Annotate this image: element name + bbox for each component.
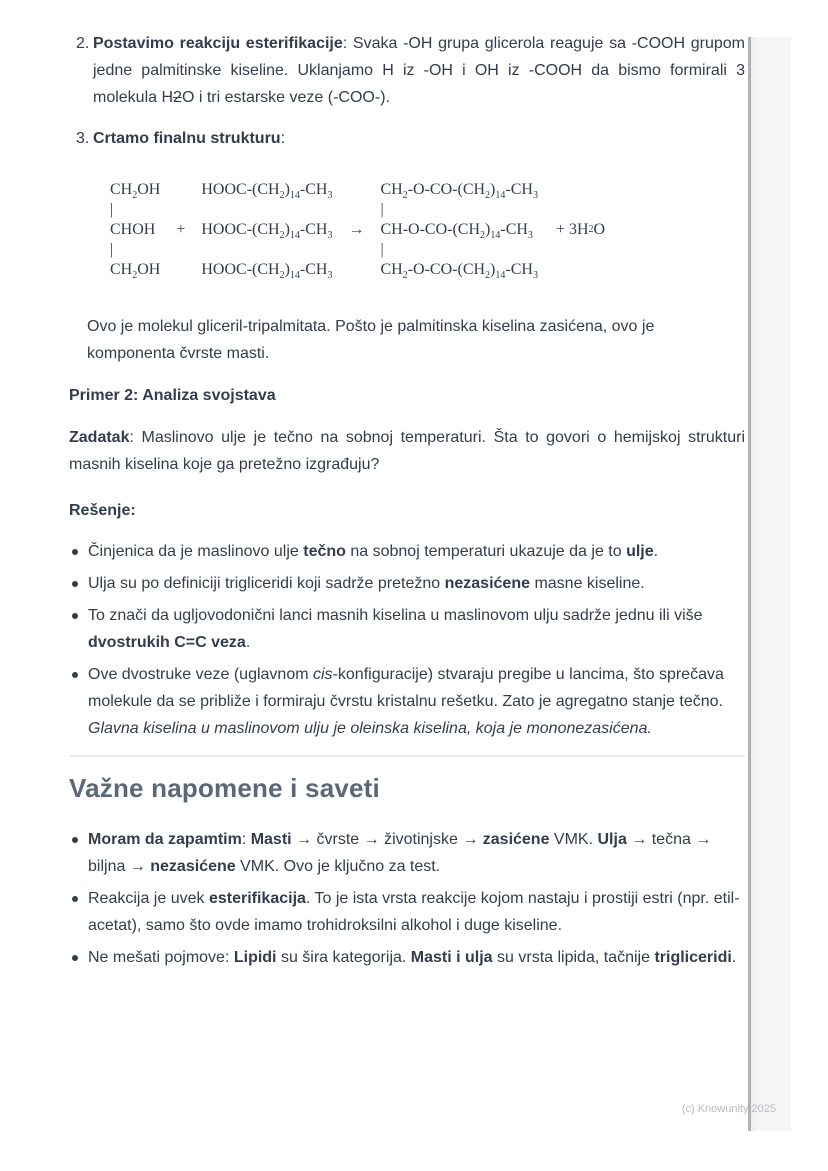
item-number: 3.	[76, 130, 90, 147]
reaction-arrow: →	[348, 221, 365, 238]
section-divider	[69, 755, 745, 757]
bullet-icon	[72, 837, 78, 843]
formula-line: CHOH	[110, 221, 156, 238]
list-item	[69, 661, 745, 742]
resenje-label: Rešenje:	[69, 502, 136, 519]
bullet-text: Moram da zapamtim: Masti → čvrste → životinjske → zasićene VMK. Ulja → tečna → biljna → nezasićene VMK. Ovo je ključno za test.	[88, 831, 712, 875]
bullet-text: Činjenica da je maslinovo ulje tečno na sobnoj temperaturi ukazuje da je to ulje.	[88, 543, 659, 560]
bullet-icon	[72, 955, 78, 961]
formula-line: |	[380, 201, 384, 218]
bullet-text: Ulja su po definiciji trigliceridi koji sadrže pretežno nezasićene masne kiseline.	[88, 575, 645, 592]
plus-operator: +	[176, 221, 186, 238]
solution-bullet-list	[69, 538, 745, 742]
conclusion-paragraph: Ovo je molekul gliceril-tripalmitata. Pošto je palmitinska kiselina zasićena, ovo je komponenta čvrste masti.	[87, 318, 655, 362]
bullet-text: Ne mešati pojmove: Lipidi su šira kategorija. Masti i ulja su vrsta lipida, tačnije trigliceridi.	[88, 949, 737, 966]
palmitic-acid-structure	[201, 180, 332, 280]
formula-line: $CH_2-O-CO-(CH_2)_{14}-CH_3$	[380, 261, 538, 281]
formula-line	[201, 200, 332, 220]
list-item	[69, 944, 745, 971]
bullet-icon	[72, 549, 78, 555]
formula-line: $CH_2OH$	[110, 181, 161, 201]
bullet-text: Reakcija je uvek esterifikacija. To je ista vrsta reakcije kojom nastaju i prostiji estri (npr. etil-acetat), samo što ovde imamo trohidroksilni alkohol i duge kiseline.	[88, 890, 740, 934]
triglyceride-structure	[380, 180, 537, 280]
zadatak-paragraph: Zadatak: Maslinovo ulje je tečno na sobnoj temperaturi. Šta to govori o hemijskoj strukturi masnih kiselina koje ga pretežno izgrađuju?	[69, 429, 745, 473]
formula-line: $CH_2-O-CO-(CH_2)_{14}-CH_3$	[380, 181, 538, 201]
formula-line: |	[110, 201, 114, 218]
bullet-icon	[72, 613, 78, 619]
formula-line: HOOC-$(CH_2)_{14}-CH_3$	[201, 261, 333, 281]
list-item	[69, 602, 745, 656]
bullet-icon	[72, 896, 78, 902]
primer2-heading: Primer 2: Analiza svojstava	[69, 387, 276, 404]
item-text: Crtamo finalnu strukturu:	[93, 130, 286, 147]
bullet-text: To znači da ugljovodonični lanci masnih kiselina u maslinovom ulju sadrže jednu ili više dvostrukih C=C veza.	[88, 607, 703, 651]
formula-line: HOOC-$(CH_2)_{14}-CH_3$	[201, 181, 333, 201]
numbered-item-2	[69, 30, 745, 111]
list-item	[69, 570, 745, 597]
glycerol-structure	[110, 180, 160, 280]
bullet-text: Ove dvostruke veze (uglavnom cis-konfiguracije) stvaraju pregibe u lancima, što sprečava molekule da se približe i formiraju čvrstu kristalnu rešetku. Zato je agregatno stanje tečno. Glavna kiselina u maslinovom ulju je oleinska kiselina, koja je mononezasićena.	[88, 666, 724, 737]
formula-line: $CH_2OH$	[110, 261, 161, 281]
formula-line: HOOC-$(CH_2)_{14}-CH_3$	[201, 221, 333, 241]
formula-line: $CH-O-CO-(CH_2)_{14}-CH_3$	[380, 221, 533, 241]
formula-line: |	[110, 241, 114, 258]
notes-bullet-list	[69, 826, 745, 971]
item-text: Postavimo reakciju esterifikacije: Svaka -OH grupa glicerola reaguje sa -COOH grupom jedne palmitinske kiseline. Uklanjamo H iz -OH i OH iz -COOH da bismo formirali 3 molekula H2O i tri estarske veze (-COO-).	[93, 35, 745, 106]
bullet-icon	[72, 672, 78, 678]
document-page	[69, 30, 745, 971]
page-edge-bar	[748, 37, 791, 1131]
item-number: 2.	[76, 35, 90, 52]
formula-line	[201, 240, 332, 260]
list-item	[69, 885, 745, 939]
bullet-icon	[72, 581, 78, 587]
list-item	[69, 826, 745, 880]
formula-line: |	[380, 241, 384, 258]
water-product: + 3H 2 O	[555, 221, 606, 238]
section-heading: Važne napomene i saveti	[69, 773, 380, 803]
numbered-item-3	[69, 125, 745, 152]
chemical-equation	[110, 180, 745, 280]
footer-copyright: (c) Knowunity 2025	[681, 1103, 776, 1115]
list-item	[69, 538, 745, 565]
numbered-steps	[69, 30, 745, 152]
